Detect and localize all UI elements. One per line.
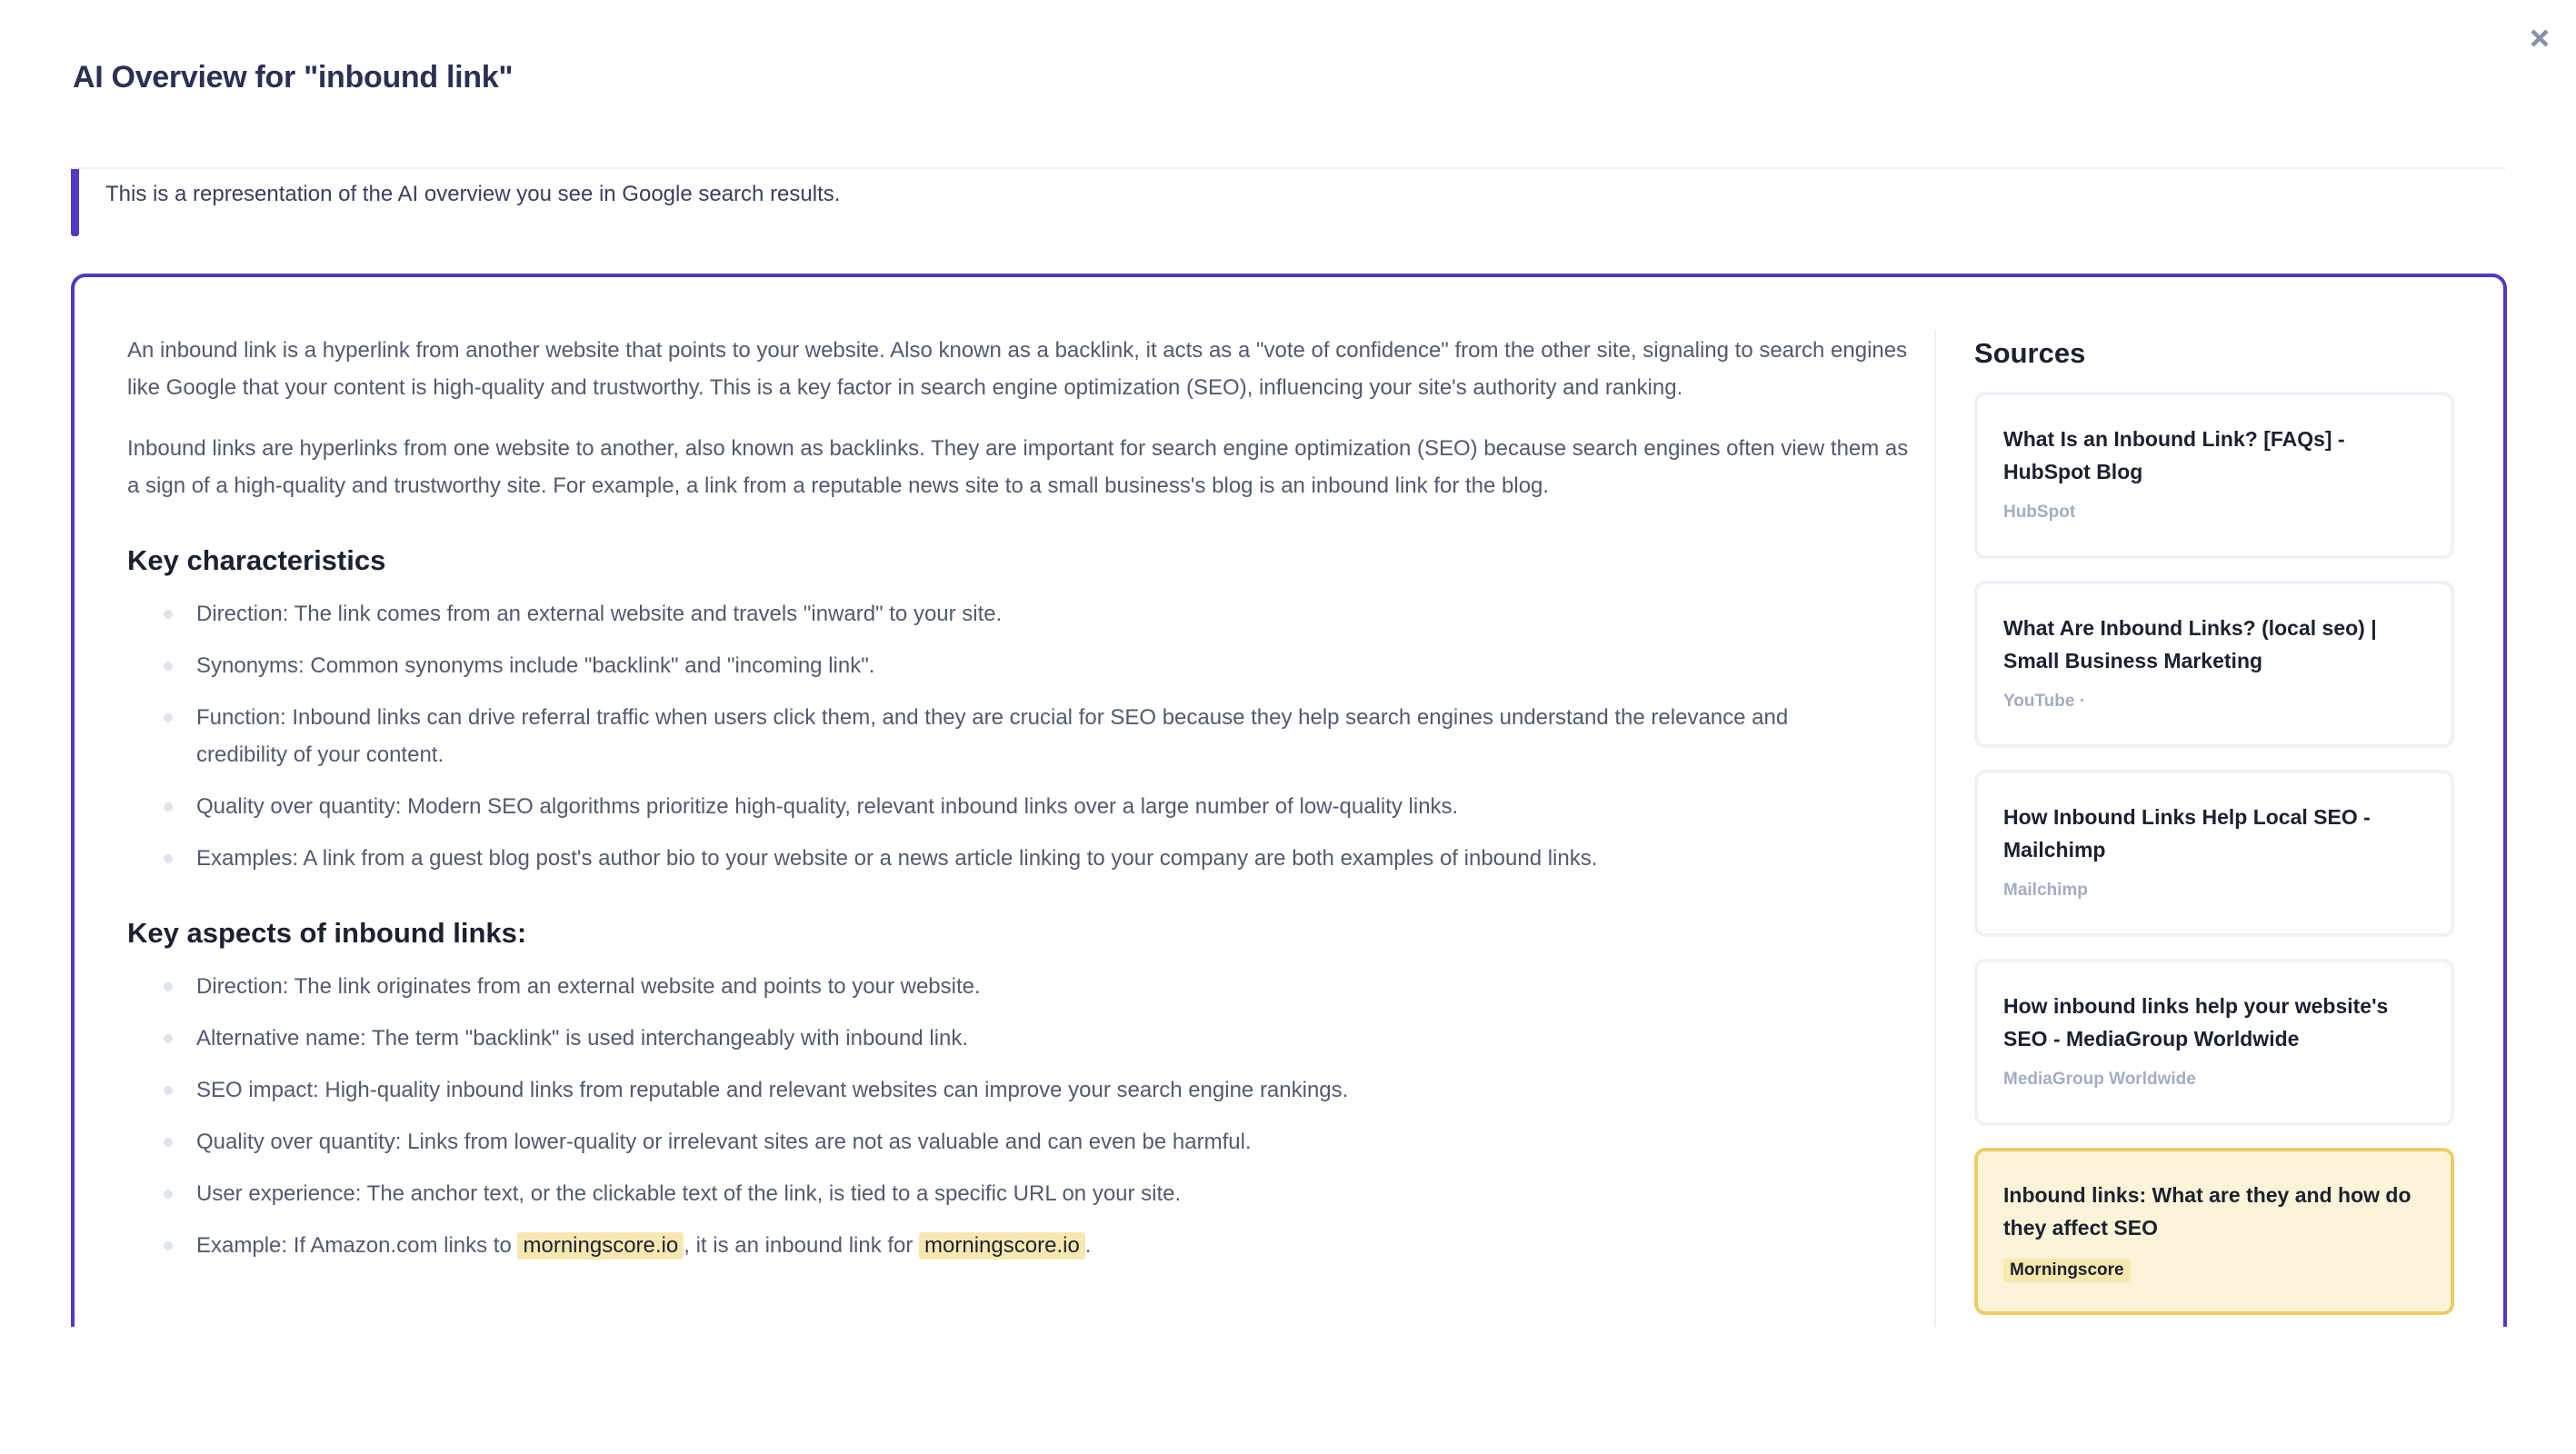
bullet-icon xyxy=(164,802,173,812)
list-item xyxy=(127,1175,1909,1212)
section-heading-key-aspects: Key aspects of inbound links: xyxy=(127,917,527,949)
list-item-text: Quality over quantity: Modern SEO algorithms prioritize high-quality, relevant inbound links over a large number of low-quality links. xyxy=(196,794,1459,819)
list-item-text: Direction: The link originates from an external website and points to your website. xyxy=(196,974,981,999)
key-aspects-list xyxy=(127,968,1909,1264)
list-item-text: Function: Inbound links can drive referral traffic when users click them, and they are crucial for SEO because they help search engines understand the relevance and credibility of your content. xyxy=(196,705,1789,767)
list-item-text: SEO impact: High-quality inbound links from reputable and relevant websites can improve your search engine rankings. xyxy=(196,1078,1349,1102)
bullet-icon xyxy=(164,610,173,619)
list-item-text: Synonyms: Common synonyms include "backlink" and "incoming link". xyxy=(196,653,875,678)
list-item xyxy=(127,968,1909,1005)
source-card-morningscore-highlighted[interactable] xyxy=(1974,1148,2454,1315)
example-text: . xyxy=(1084,1233,1092,1258)
source-card-mediagroup[interactable] xyxy=(1974,959,2454,1126)
list-item xyxy=(127,1123,1909,1160)
sources-panel xyxy=(1974,335,2454,1337)
source-title: What Is an Inbound Link? [FAQs] - HubSpot Blog xyxy=(2003,427,2345,483)
bullet-icon xyxy=(164,1138,173,1147)
source-name: Mailchimp xyxy=(2003,881,2088,900)
section-heading-key-characteristics: Key characteristics xyxy=(127,544,386,576)
source-name: MediaGroup Worldwide xyxy=(2003,1070,2196,1089)
list-item-text: Alternative name: The term "backlink" is used interchangeably with inbound link. xyxy=(196,1026,969,1051)
bullet-icon xyxy=(164,1241,173,1250)
source-title: How inbound links help your website's SEO - MediaGroup Worldwide xyxy=(2003,994,2389,1051)
list-item-text: Direction: The link comes from an external website and travels "inward" to your site. xyxy=(196,602,1003,626)
list-item-example xyxy=(127,1227,1909,1264)
note-text: This is a representation of the AI overview you see in Google search results. xyxy=(105,182,841,206)
column-divider xyxy=(1934,330,1936,1364)
bullet-icon xyxy=(164,982,173,991)
page-title: AI Overview for "inbound link" xyxy=(73,60,514,95)
list-item xyxy=(127,1071,1909,1109)
overview-paragraph: An inbound link is a hyperlink from another website that points to your website. Also known as a backlink, it acts as a "vote of confidence" from the other site, signaling to search engines like Google that your content is high-quality and trustworthy. This is a key factor in search engine optimization (SEO), influencing your site's authority and ranking. xyxy=(127,338,1908,400)
example-text: , it is an inbound link for xyxy=(684,1233,920,1258)
list-item-text: User experience: The anchor text, or the clickable text of the link, is tied to a specific URL on your site. xyxy=(196,1181,1182,1206)
source-title: Inbound links: What are they and how do they affect SEO xyxy=(2003,1183,2411,1240)
list-item xyxy=(127,788,1909,825)
key-characteristics-list xyxy=(127,595,1909,877)
close-icon xyxy=(2529,27,2551,49)
bullet-icon xyxy=(164,1034,173,1043)
list-item xyxy=(127,647,1909,684)
close-button[interactable] xyxy=(2523,22,2556,55)
source-name-badge: Morningscore xyxy=(2003,1259,2131,1282)
source-card-mailchimp[interactable] xyxy=(1974,770,2454,937)
note-accent-bar xyxy=(71,169,79,236)
info-note xyxy=(71,167,2506,235)
source-name: HubSpot xyxy=(2003,503,2076,522)
sources-heading: Sources xyxy=(1974,337,2086,369)
bullet-icon xyxy=(164,854,173,863)
list-item xyxy=(127,840,1909,877)
modal-bottom-area xyxy=(0,1327,2576,1454)
source-title: What Are Inbound Links? (local seo) | Small Business Marketing xyxy=(2003,616,2377,672)
list-item xyxy=(127,1020,1909,1057)
source-card-hubspot[interactable] xyxy=(1974,392,2454,559)
highlight-chip-domain: morningscore.io xyxy=(919,1232,1085,1260)
source-name: YouTube · xyxy=(2003,692,2086,711)
highlight-chip-domain: morningscore.io xyxy=(517,1232,684,1260)
list-item-text: Quality over quantity: Links from lower-quality or irrelevant sites are not as valuable and can even be harmful. xyxy=(196,1130,1252,1154)
list-item-text: Examples: A link from a guest blog post's author bio to your website or a news article linking to your company are both examples of inbound links. xyxy=(196,846,1598,871)
overview-panel xyxy=(71,274,2507,1364)
bullet-icon xyxy=(164,713,173,722)
example-text: Example: If Amazon.com links to xyxy=(196,1233,518,1258)
overview-paragraph: Inbound links are hyperlinks from one website to another, also known as backlinks. They are important for search engine optimization (SEO) because search engines often view them as a sign of a high-quality and trustworthy site. For example, a link from a reputable news site to a small business's blog is an inbound link for the blog. xyxy=(127,436,1909,498)
source-card-youtube[interactable] xyxy=(1974,581,2454,748)
list-item xyxy=(127,595,1909,632)
list-item xyxy=(127,699,1909,773)
bullet-icon xyxy=(164,662,173,671)
bullet-icon xyxy=(164,1086,173,1095)
overview-content xyxy=(127,332,1909,1279)
bullet-icon xyxy=(164,1190,173,1199)
source-title: How Inbound Links Help Local SEO - Mailchimp xyxy=(2003,805,2371,861)
